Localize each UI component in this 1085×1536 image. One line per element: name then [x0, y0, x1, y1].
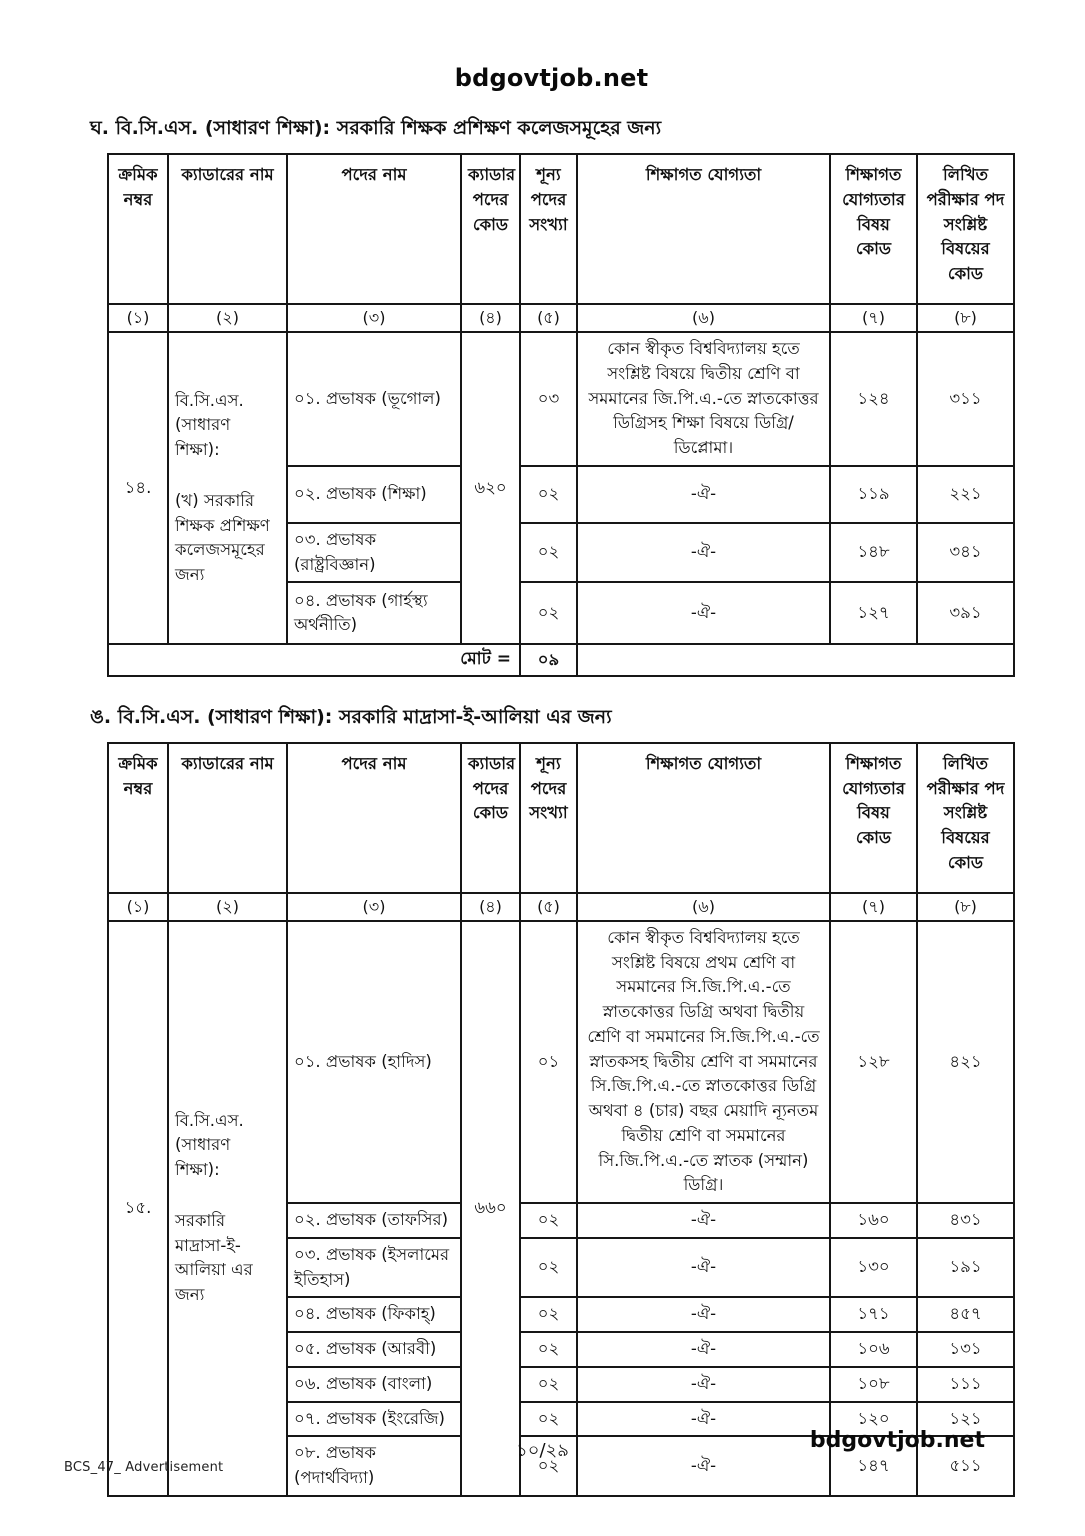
vacancy-cell: ০২ [520, 466, 577, 523]
post-name-cell: ০৪. প্রভাষক (গার্হস্থ্য অর্থনীতি) [287, 582, 461, 644]
page-number: ১০/২৯ [516, 1440, 569, 1461]
col-num-3: (৩) [287, 304, 461, 332]
cadre-name-line1: বি.সি.এস. (সাধারণ শিক্ষা): [175, 1110, 244, 1180]
vacancy-cell: ০২ [520, 1238, 577, 1298]
col-header-subject-code: শিক্ষাগত যোগ্যতার বিষয় কোড [830, 154, 917, 304]
col-header-post: পদের নাম [287, 743, 461, 893]
cadre-name-line2: (খ) সরকারি শিক্ষক প্রশিক্ষণ কলেজসমূহের জন্য [175, 490, 270, 584]
vacancy-cell: ০২ [520, 1203, 577, 1238]
cadre-cell [168, 332, 287, 644]
col-num-8: (৮) [917, 893, 1014, 921]
col-num-8: (৮) [917, 304, 1014, 332]
written-code-cell: ২২১ [917, 466, 1014, 523]
subject-code-cell: ১২০ [830, 1402, 917, 1437]
written-code-cell: ৩১১ [917, 332, 1014, 466]
col-num-3: (৩) [287, 893, 461, 921]
cadre-name-line1: বি.সি.এস. (সাধারণ শিক্ষা): [175, 390, 244, 459]
col-header-written-code: লিখিত পরীক্ষার পদ সংশ্লিষ্ট বিষয়ের কোড [917, 154, 1014, 304]
section-title-gha: ঘ. বি.সি.এস. (সাধারণ শিক্ষা): সরকারি শিক্ষক প্রশিক্ষণ কলেজসমূহের জন্য [90, 117, 662, 139]
subject-code-cell: ১১৯ [830, 466, 917, 523]
post-name-cell: ০৫. প্রভাষক (আরবী) [287, 1332, 461, 1367]
qualification-ditto-cell: -ঐ- [577, 582, 830, 644]
post-name-cell: ০৭. প্রভাষক (ইংরেজি) [287, 1402, 461, 1437]
post-name-cell: ০৬. প্রভাষক (বাংলা) [287, 1367, 461, 1402]
column-number-row [108, 893, 1014, 921]
subject-code-cell: ১৩০ [830, 1238, 917, 1298]
vacancy-cell: ০১ [520, 921, 577, 1203]
vacancy-cell: ০২ [520, 1332, 577, 1367]
qualification-ditto-cell: -ঐ- [577, 1332, 830, 1367]
written-code-cell: ৫১১ [917, 1436, 1014, 1496]
total-label-cell: মোট = [108, 644, 520, 676]
subject-code-cell: ১৬০ [830, 1203, 917, 1238]
recruitment-table-gha [107, 153, 1015, 677]
total-value-cell: ০৯ [520, 644, 577, 676]
qualification-cell: কোন স্বীকৃত বিশ্ববিদ্যালয় হতে সংশ্লিষ্ট বিষয়ে দ্বিতীয় শ্রেণি বা সমমানের জি.পি.এ.-তে স্নাতকোত্তর ডিগ্রিসহ শিক্ষা বিষয়ে ডিগ্রি/ডিপ্লোমা। [577, 332, 830, 466]
vacancy-cell: ০৩ [520, 332, 577, 466]
qualification-ditto-cell: -ঐ- [577, 1436, 830, 1496]
col-header-vacancies: শূন্য পদের সংখ্যা [520, 154, 577, 304]
written-code-cell: ১৩১ [917, 1332, 1014, 1367]
subject-code-cell: ১০৬ [830, 1332, 917, 1367]
qualification-ditto-cell: -ঐ- [577, 1367, 830, 1402]
written-code-cell: ৪৩১ [917, 1203, 1014, 1238]
written-code-cell: ৪৫৭ [917, 1297, 1014, 1332]
cadre-post-code-cell: ৬২০ [461, 332, 520, 644]
qualification-ditto-cell: -ঐ- [577, 1203, 830, 1238]
post-name-cell: ০৩. প্রভাষক (রাষ্ট্রবিজ্ঞান) [287, 523, 461, 583]
col-num-1: (১) [108, 304, 168, 332]
serial-cell: ১৫. [108, 921, 168, 1496]
qualification-ditto-cell: -ঐ- [577, 1238, 830, 1298]
col-num-4: (৪) [461, 304, 520, 332]
post-name-cell: ০১. প্রভাষক (ভূগোল) [287, 332, 461, 466]
vacancy-cell: ০২ [520, 1402, 577, 1437]
written-code-cell: ১১১ [917, 1367, 1014, 1402]
page-footer [0, 1420, 1085, 1500]
table-header-row [108, 743, 1014, 893]
cadre-cell [168, 921, 287, 1496]
post-name-cell: ০৪. প্রভাষক (ফিকাহ্) [287, 1297, 461, 1332]
col-num-5: (৫) [520, 893, 577, 921]
post-name-cell: ০১. প্রভাষক (হাদিস) [287, 921, 461, 1203]
col-header-serial: ক্রমিক নম্বর [108, 743, 168, 893]
vacancy-cell: ০২ [520, 1367, 577, 1402]
vacancy-cell: ০২ [520, 582, 577, 644]
recruitment-table-uma [107, 742, 1015, 1497]
post-name-cell: ০৩. প্রভাষক (ইসলামের ইতিহাস) [287, 1238, 461, 1298]
qualification-ditto-cell: -ঐ- [577, 523, 830, 583]
col-header-cadre-post-code: ক্যাডার পদের কোড [461, 154, 520, 304]
col-num-2: (২) [168, 893, 287, 921]
col-num-1: (১) [108, 893, 168, 921]
col-header-cadre: ক্যাডারের নাম [168, 154, 287, 304]
written-code-cell: ৩৪১ [917, 523, 1014, 583]
written-code-cell: ১২১ [917, 1402, 1014, 1437]
cadre-name-line2: সরকারি মাদ্রাসা-ই-আলিয়া এর জন্য [175, 1210, 253, 1305]
vacancy-cell: ০২ [520, 1297, 577, 1332]
subject-code-cell: ১৪৮ [830, 523, 917, 583]
col-num-7: (৭) [830, 304, 917, 332]
col-num-6: (৬) [577, 304, 830, 332]
qualification-ditto-cell: -ঐ- [577, 466, 830, 523]
qualification-cell: কোন স্বীকৃত বিশ্ববিদ্যালয় হতে সংশ্লিষ্ট বিষয়ে প্রথম শ্রেণি বা সমমানের সি.জি.পি.এ.-তে স্নাতকোত্তর ডিগ্রি অথবা দ্বিতীয় শ্রেণি বা সমমানের সি.জি.পি.এ.-তে স্নাতকসহ দ্বিতীয় শ্রেণি বা সমমানের সি.জি.পি.এ.-তে স্নাতকোত্তর ডিগ্রি অথবা ৪ (চার) বছর মেয়াদি ন্যূনতম দ্বিতীয় শ্রেণি বা সমমানের সি.জি.পি.এ.-তে স্নাতক (সম্মান) ডিগ্রি। [577, 921, 830, 1203]
footer-brand: bdgovtjob.net [809, 1428, 985, 1453]
total-row [108, 644, 1014, 676]
col-header-cadre-post-code: ক্যাডার পদের কোড [461, 743, 520, 893]
subject-code-cell: ১২৭ [830, 582, 917, 644]
post-name-cell: ০৮. প্রভাষক (পদার্থবিদ্যা) [287, 1436, 461, 1496]
document-label: BCS_47_ Advertisement [64, 1460, 224, 1475]
total-empty-cell [577, 644, 1014, 676]
col-num-2: (২) [168, 304, 287, 332]
subject-code-cell: ১২৪ [830, 332, 917, 466]
subject-code-cell: ১০৮ [830, 1367, 917, 1402]
col-header-qualification: শিক্ষাগত যোগ্যতা [577, 154, 830, 304]
col-header-cadre: ক্যাডারের নাম [168, 743, 287, 893]
col-num-6: (৬) [577, 893, 830, 921]
written-code-cell: ৩৯১ [917, 582, 1014, 644]
col-header-qualification: শিক্ষাগত যোগ্যতা [577, 743, 830, 893]
post-name-cell: ০২. প্রভাষক (তাফসির) [287, 1203, 461, 1238]
table-row [108, 332, 1014, 466]
col-header-serial: ক্রমিক নম্বর [108, 154, 168, 304]
table-row [108, 921, 1014, 1203]
subject-code-cell: ১২৮ [830, 921, 917, 1203]
col-header-post: পদের নাম [287, 154, 461, 304]
col-header-subject-code: শিক্ষাগত যোগ্যতার বিষয় কোড [830, 743, 917, 893]
col-header-written-code: লিখিত পরীক্ষার পদ সংশ্লিষ্ট বিষয়ের কোড [917, 743, 1014, 893]
vacancy-cell: ০২ [520, 1436, 577, 1496]
subject-code-cell: ১৭১ [830, 1297, 917, 1332]
top-brand: bdgovtjob.net [454, 64, 649, 92]
written-code-cell: ৪২১ [917, 921, 1014, 1203]
cadre-post-code-cell: ৬৬০ [461, 921, 520, 1496]
subject-code-cell: ১৪৭ [830, 1436, 917, 1496]
col-num-4: (৪) [461, 893, 520, 921]
qualification-ditto-cell: -ঐ- [577, 1297, 830, 1332]
col-num-5: (৫) [520, 304, 577, 332]
section-title-uma: ঙ. বি.সি.এস. (সাধারণ শিক্ষা): সরকারি মাদ্রাসা-ই-আলিয়া এর জন্য [90, 705, 612, 728]
vacancy-cell: ০২ [520, 523, 577, 583]
col-num-7: (৭) [830, 893, 917, 921]
qualification-ditto-cell: -ঐ- [577, 1402, 830, 1437]
table-header-row [108, 154, 1014, 304]
written-code-cell: ১৯১ [917, 1238, 1014, 1298]
post-name-cell: ০২. প্রভাষক (শিক্ষা) [287, 466, 461, 523]
col-header-vacancies: শূন্য পদের সংখ্যা [520, 743, 577, 893]
serial-cell: ১৪. [108, 332, 168, 644]
column-number-row [108, 304, 1014, 332]
